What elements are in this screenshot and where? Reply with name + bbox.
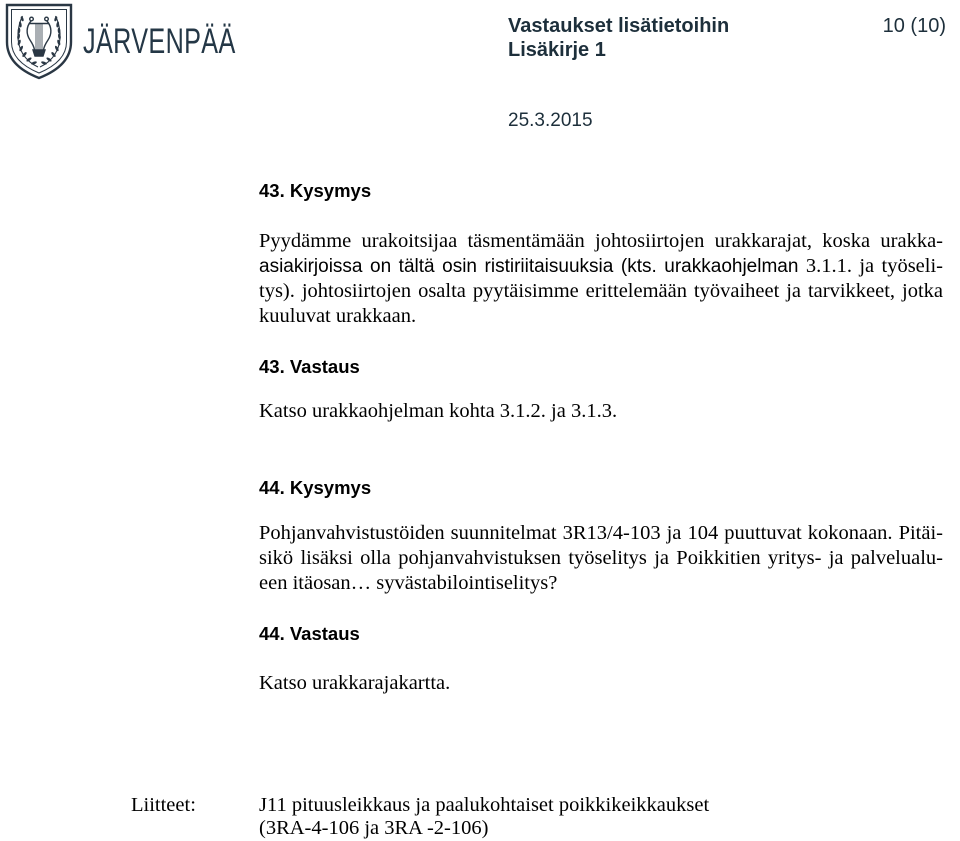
attachment-line: J11 pituusleikkaus ja paalukohtaiset poikkikeikkaukset (259, 794, 710, 816)
line-segment-sans: asiakirjoissa on tältä osin ristiriitaisuuksia (kts. urakkaohjelman (259, 256, 799, 277)
page-number: 10 (10) (882, 15, 946, 37)
paragraph-line: sikö lisäksi olla pohjanvahvistuksen työselitys ja Poikkitien yritys- ja palvelualu- (259, 547, 943, 569)
document-subtitle: Lisäkirje 1 (508, 39, 606, 61)
header-title-block (508, 14, 729, 62)
attachments-label: Liitteet: (131, 794, 196, 816)
answer-43-heading: 43. Vastaus (259, 356, 360, 377)
answer-44-heading: 44. Vastaus (259, 623, 360, 644)
attachment-line: (3RA-4-106 ja 3RA -2-106) (259, 817, 489, 839)
document-title: Vastaukset lisätietoihin (508, 15, 730, 37)
paragraph-line: Pyydämme urakoitsijaa täsmentämään johtosiirtojen urakkarajat, koska urakka- (259, 230, 943, 252)
line-segment-serif: 3.1.1. ja työseli- (805, 255, 943, 277)
paragraph-line: een itäosan… syvästabilointiselitys? (259, 572, 558, 594)
paragraph-line: tys). johtosiirtojen osalta pyytäisimme erittelemään työvaiheet ja tarvikkeet, jotka (259, 280, 943, 302)
document-date: 25.3.2015 (508, 110, 593, 131)
logo-wordmark: JÄRVENPÄÄ (83, 22, 236, 61)
coat-of-arms-logo (4, 2, 74, 80)
question-43-text (259, 229, 943, 329)
paragraph-line: Pohjanvahvistustöiden suunnitelmat 3R13/4-103 ja 104 puuttuvat kokonaan. Pitäi- (259, 522, 943, 544)
question-43-heading: 43. Kysymys (259, 180, 372, 201)
question-44-heading: 44. Kysymys (259, 477, 372, 498)
answer-43-text: Katso urakkaohjelman kohta 3.1.2. ja 3.1.3. (259, 400, 618, 422)
attachments-list (259, 794, 709, 840)
crest-shield (7, 5, 71, 78)
paragraph-line: kuuluvat urakkaan. (259, 305, 417, 327)
answer-44-text: Katso urakkarajakartta. (259, 672, 451, 694)
question-44-text (259, 521, 943, 596)
paragraph-line (259, 254, 943, 279)
